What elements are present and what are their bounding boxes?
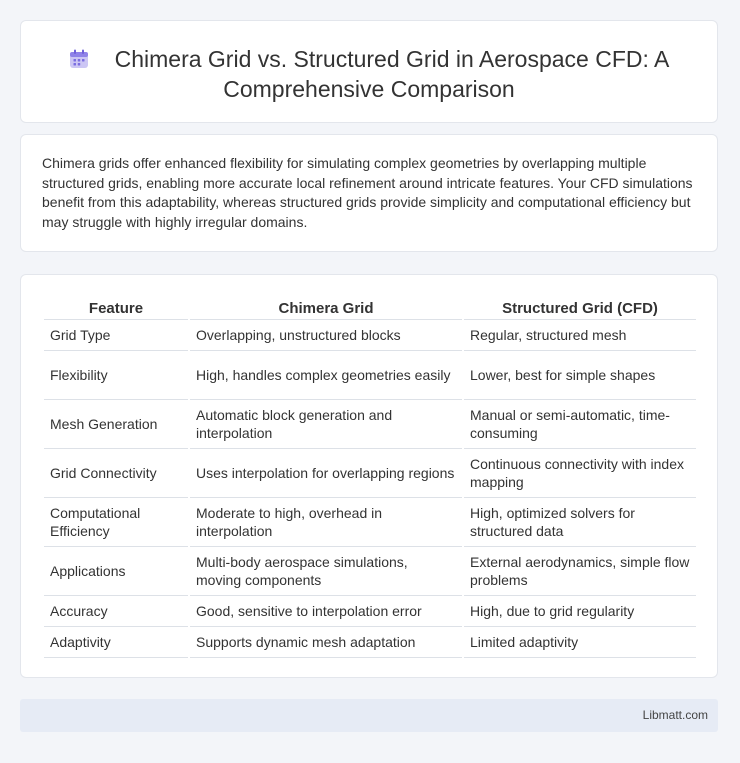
table-row: [44, 320, 696, 351]
table-row: [44, 449, 696, 498]
table-row: [44, 498, 696, 547]
table-row: [44, 627, 696, 658]
title-line-1: Chimera Grid vs. Structured Grid in Aerospace CFD: A: [114, 46, 670, 72]
structured-cell: Continuous connectivity with index mapping: [464, 449, 696, 498]
chimera-cell: Supports dynamic mesh adaptation: [190, 627, 462, 658]
feature-cell: Flexibility: [44, 351, 188, 400]
chimera-cell: Moderate to high, overhead in interpolation: [190, 498, 462, 547]
table-header-row: [44, 295, 696, 320]
structured-cell: Regular, structured mesh: [464, 320, 696, 351]
header-chimera: Chimera Grid: [190, 295, 462, 320]
table-row: [44, 596, 696, 627]
intro-card: [20, 134, 718, 252]
feature-cell: Computational Efficiency: [44, 498, 188, 547]
header-structured: Structured Grid (CFD): [464, 295, 696, 320]
structured-cell: High, optimized solvers for structured data: [464, 498, 696, 547]
title-line-2: Comprehensive Comparison: [223, 76, 515, 102]
header-feature: Feature: [44, 295, 188, 320]
structured-cell: External aerodynamics, simple flow problems: [464, 547, 696, 596]
footer-bar: [20, 699, 718, 732]
feature-cell: Grid Type: [44, 320, 188, 351]
page-title: [69, 44, 670, 104]
feature-cell: Mesh Generation: [44, 400, 188, 449]
chimera-cell: Good, sensitive to interpolation error: [190, 596, 462, 627]
structured-cell: Manual or semi-automatic, time-consuming: [464, 400, 696, 449]
title-card: [20, 20, 718, 123]
chimera-cell: Multi-body aerospace simulations, moving components: [190, 547, 462, 596]
structured-cell: Limited adaptivity: [464, 627, 696, 658]
table-row: [44, 547, 696, 596]
footer-brand-link[interactable]: Libmatt.com: [642, 708, 708, 722]
feature-cell: Adaptivity: [44, 627, 188, 658]
table-card: [20, 274, 718, 678]
feature-cell: Applications: [44, 547, 188, 596]
chimera-cell: Automatic block generation and interpolation: [190, 400, 462, 449]
chimera-cell: Uses interpolation for overlapping regions: [190, 449, 462, 498]
chimera-cell: High, handles complex geometries easily: [190, 351, 462, 400]
structured-cell: Lower, best for simple shapes: [464, 351, 696, 400]
table-row: [44, 351, 696, 400]
chimera-cell: Overlapping, unstructured blocks: [190, 320, 462, 351]
comparison-table: [42, 295, 698, 658]
feature-cell: Accuracy: [44, 596, 188, 627]
feature-cell: Grid Connectivity: [44, 449, 188, 498]
structured-cell: High, due to grid regularity: [464, 596, 696, 627]
title-wrap: [21, 44, 717, 104]
table-row: [44, 400, 696, 449]
intro-text: Chimera grids offer enhanced flexibility for simulating complex geometries by overlapping multiple structured grids, enabling more accurate local refinement around intricate features. Your CFD simulations benefit from this adaptability, whereas structured grids provide simplicity and computational efficiency but may struggle with highly irregular domains.: [42, 155, 693, 230]
